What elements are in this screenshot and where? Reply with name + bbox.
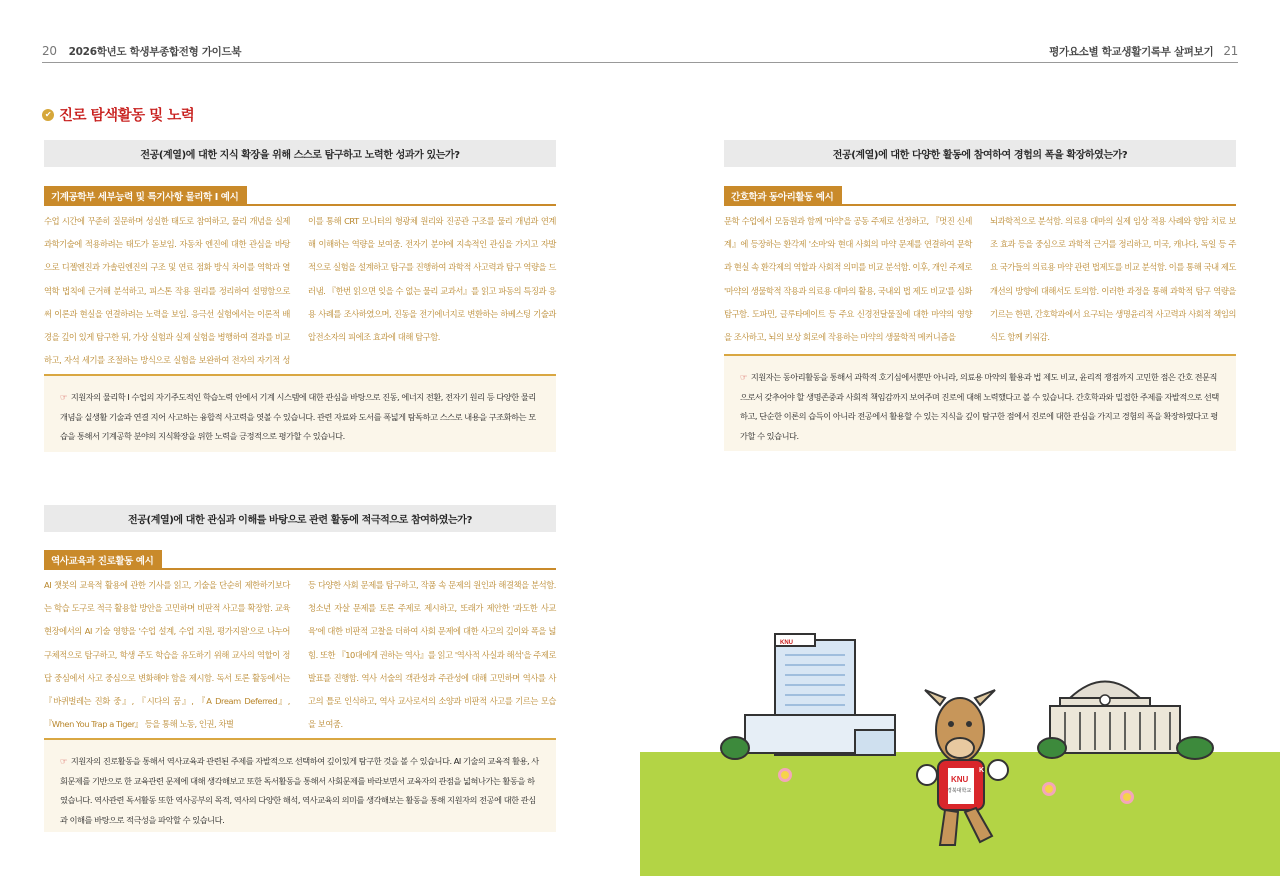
right-page-number: 21 bbox=[1223, 44, 1238, 58]
tower-building-icon bbox=[721, 634, 895, 759]
example-col-3b: 뇌과학적으로 분석함. 의료용 대마의 실제 임상 적용 사례와 향암 치료 보조 효과 등을 중심으로 과학적 근거를 정리하고, 미국, 캐나다, 독일 등 주요 국가들의 의료용 마약 관련 법제도를 비교 분석함. 이를 통해 국내 제도 개선의 방향에 대해서도 토의함. 이러한 과정을 통해 과학적 탐구 역량을 기르는 한편, 간호학과에서 요구되는 생명윤리적 사고력과 사회적 책임의식도 함께 키워감. bbox=[990, 216, 1236, 343]
example-tag-1 bbox=[44, 187, 556, 206]
question-bar-1 bbox=[44, 140, 556, 167]
question-text-1: 전공(계열)에 대한 지식 확장을 위해 스스로 탐구하고 노력한 성과가 있는가? bbox=[140, 150, 460, 161]
question-text-3: 전공(계열)에 대한 다양한 활동에 참여하여 경험의 폭을 확장하였는가? bbox=[832, 150, 1128, 161]
example-tag-label-1: 기계공학부 세부능력 및 특기사항 물리학 Ⅰ 예시 bbox=[44, 186, 247, 206]
question-bar-2 bbox=[44, 505, 556, 532]
mascot-shirt-logo: KNU bbox=[951, 775, 969, 784]
evaluation-text-2: 지원자의 진로활동을 통해서 역사교육과 관련된 주제를 자발적으로 선택하여 깊이있게 탐구한 것을 볼 수 있습니다. AI 기술의 교육적 활용, 사회문제를 기반으로 한 교육관련 문제에 대해 생각해보고 또한 독서활동을 통해서 사회문제를 바라보면서 교육자의 관점을 넓혀나가는 활동을 하였습니다. 역사관련 독서활동 또한 역사공부의 목적, 역사의 다양한 해석, 역사교육의 의미를 생각해보는 활동을 통해 지원자의 전공에 대한 관심과 이해를 바탕으로 적극성을 파악할 수 있습니다. bbox=[60, 756, 539, 825]
header-divider bbox=[42, 62, 1238, 63]
pointing-hand-icon: ☞ bbox=[60, 756, 67, 766]
campus-illustration bbox=[640, 620, 1280, 876]
example-col-1a: 수업 시간에 꾸준히 질문하며 성실한 태도로 참여하고, 물리 개념을 실제 과학기술에 적용하려는 태도가 돋보임. 자동차 엔진에 대한 관심을 바탕으로 디젤엔진과 가솔린엔진의 구조 및 연료 점화 방식 차이를 역학과 열역학 법칙에 근거해 분석하고, 피스톤 작용 원리를 정리하여 설명함으로써 이론과 현실을 연결하려는 노력을 보임. 응극선 실험에서는 이론적 배경을 깊이 있게 탐구한 뒤, 가상 실험과 실제 실험을 병행하여 결과를 비교하고, 자석 세기를 조절하는 방식으로 실험을 보완하여 전자의 자기적 성 bbox=[44, 216, 290, 366]
evaluation-box-2 bbox=[44, 738, 556, 832]
question-bar-3 bbox=[724, 140, 1236, 167]
right-page-header bbox=[1049, 44, 1238, 59]
mascot-shirt-sub: 경북대학교 bbox=[947, 788, 972, 794]
building-sign: KNU bbox=[780, 640, 793, 646]
flower-icon bbox=[1120, 790, 1134, 804]
example-col-2b: 등 다양한 사회 문제를 탐구하고, 작품 속 문제의 원인과 해결책을 분석함. 청소년 자살 문제를 토론 주제로 제시하고, 또래가 제안한 '과도한 사교육'에 대한 비판적 고찰을 더하여 사회 문제에 대한 사고의 깊이와 폭을 넓힘. 또한 『10대에게 권하는 역사』를 읽고 '역사적 사실과 해석'을 주제로 발표를 진행함. 역사 서술의 객관성과 주관성에 대해 고민하며 역사를 사고의 틀로 인식하고, 역사 교사로서의 소양과 비판적 사고를 기르는 모습을 보여줌. bbox=[308, 580, 556, 730]
flower-icon bbox=[778, 768, 792, 782]
example-tag-2 bbox=[44, 551, 556, 570]
example-col-3a: 문학 수업에서 모둠원과 함께 '마약'을 공동 주제로 선정하고, 『멋진 신세계』에 등장하는 환각제 '소마'와 현대 사회의 마약 문제를 연결하여 문학과 현실 속 환각제의 역할과 사회적 의미를 비교 분석함. 이후, 개인 주제로 '마약의 생물학적 작용과 의료용 대마의 활용, 국내외 법 제도 비교'를 심화 탐구함. 도파민, 글루타메이트 등 주요 신경전달물질에 대한 마약의 영향을 조사하고, 뇌의 보상 회로에 작용하는 마약의 생물학적 메커니즘을 bbox=[724, 216, 972, 343]
left-page-header bbox=[42, 44, 241, 59]
example-tag-3 bbox=[724, 187, 1236, 206]
evaluation-text-3: 지원자는 동아리활동을 통해서 과학적 호기심에서뿐만 아니라, 의료용 마약의 활용과 법 제도 비교, 윤리적 쟁점까지 고민한 점은 간호 전문직으로서 갖추어야 할 생명존중과 사회적 책임감까지 보여주며 진로에 대해 노력했다고 볼 수 있습니다. 간호학과와 밀접한 주제를 자발적으로 선택하고, 단순한 이론의 습득이 아니라 전공에서 활용할 수 있는 지식을 깊이 탐구한 점에서 진로에 대한 관심을 가지고 경험의 폭을 확장하였다고 평가할 수 있습니다. bbox=[740, 372, 1219, 441]
mascot-character-icon bbox=[917, 690, 1008, 845]
example-tag-label-2: 역사교육과 진로활동 예시 bbox=[44, 550, 162, 570]
check-icon: ✔ bbox=[42, 109, 54, 121]
flower-icon bbox=[1042, 782, 1056, 796]
evaluation-text-1: 지원자의 물리학 Ⅰ 수업의 자기주도적인 학습노력 안에서 기계 시스템에 대한 관심을 바탕으로 진동, 에너지 전환, 전자기 원리 등 다양한 물리 개념을 실생활 기술과 연결 지어 사고하는 융합적 사고력을 엿볼 수 있습니다. 관련 자료와 도서를 폭넓게 탐독하고 스스로 내용을 구조화하는 모습을 통해서 기계공학 분야의 지식확장을 위한 노력을 긍정적으로 평가할 수 있습니다. bbox=[60, 392, 536, 442]
mascot-sleeve-letter: K bbox=[979, 767, 985, 774]
left-header-title: 2026학년도 학생부종합전형 가이드북 bbox=[68, 46, 242, 58]
section-title-text: 진로 탐색활동 및 노력 bbox=[59, 108, 195, 124]
classical-building-icon bbox=[1038, 682, 1213, 760]
evaluation-box-3 bbox=[724, 354, 1236, 451]
example-col-1b: 이를 통해 CRT 모니터의 형광체 원리와 진공관 구조를 물리 개념과 연계해 이해하는 역량을 보여줌. 전자기 분야에 지속적인 관심을 가지고 자발적으로 실험을 설계하고 탐구를 진행하여 과학적 사고력과 탐구 역량을 드러냄. 『한번 읽으면 잊을 수 없는 물리 교과서』를 읽고 파동의 특징과 응용 사례를 조사하였으며, 진동을 전기에너지로 변환하는 하베스팅 기술과 압전소자의 피에조 효과에 대해 탐구함. bbox=[308, 216, 556, 343]
section-title bbox=[42, 104, 194, 125]
pointing-hand-icon: ☞ bbox=[60, 392, 67, 402]
question-text-2: 전공(계열)에 대한 관심과 이해를 바탕으로 관련 활동에 적극적으로 참여하였는가? bbox=[128, 515, 472, 526]
left-page-number: 20 bbox=[42, 44, 57, 58]
right-header-title: 평가요소별 학교생활기록부 살펴보기 bbox=[1049, 46, 1214, 58]
evaluation-box-1 bbox=[44, 374, 556, 452]
example-tag-label-3: 간호학과 동아리활동 예시 bbox=[724, 186, 842, 206]
example-col-2a: AI 챗봇의 교육적 활용에 관한 기사를 읽고, 기술을 단순히 제한하기보다는 학습 도구로 적극 활용할 방안을 고민하며 비판적 사고를 확장함. 교육 현장에서의 AI 기술 영향을 '수업 설계, 수업 지원, 평가지원'으로 나누어 구체적으로 탐구하고, 학생 주도 학습을 유도하기 위해 교사의 역할이 정답 중심에서 사고 중심으로 변화해야 함을 제시함. 독서 토론 활동에서는 『바퀴벌레는 진화 중』, 『시다의 꿈』, 『A Dream Deferred』, 『When You Trap a Tiger』 등을 통해 노동, 인권, 차별 bbox=[44, 580, 290, 730]
pointing-hand-icon: ☞ bbox=[740, 372, 747, 382]
